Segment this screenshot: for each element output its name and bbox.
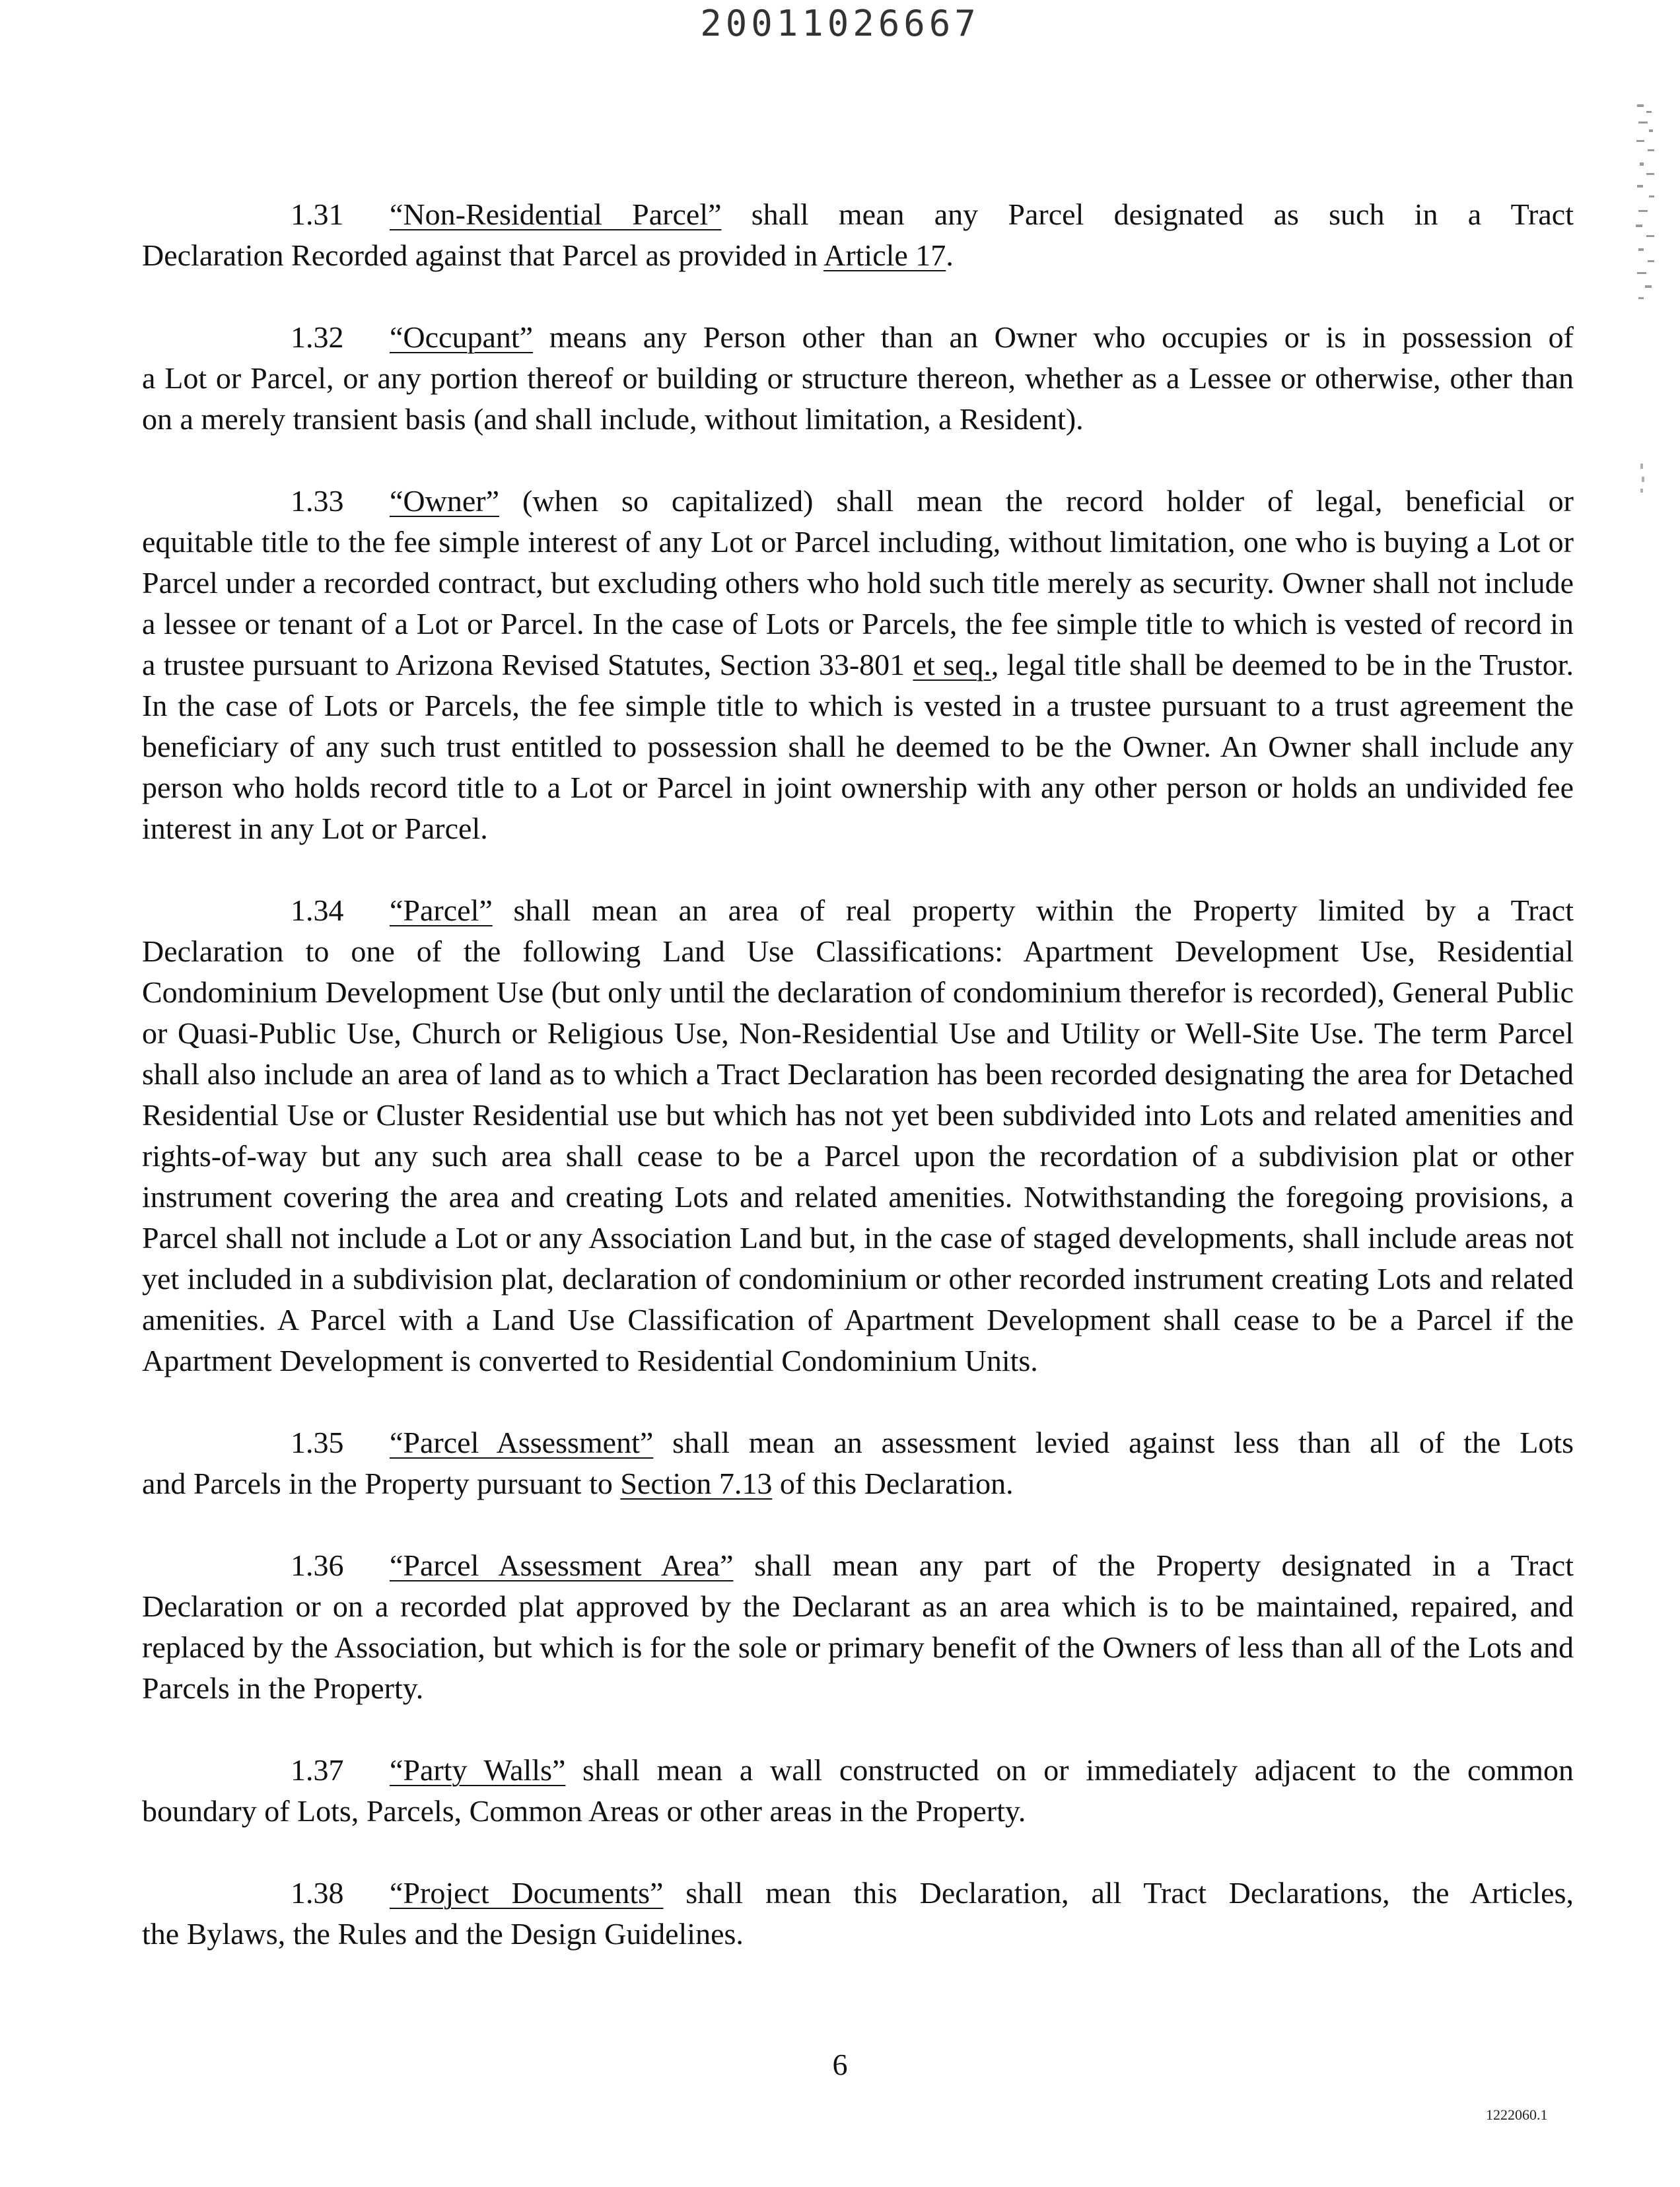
section-number: 1.31	[291, 197, 344, 231]
scan-artifact-marks	[1634, 99, 1661, 304]
definition-text: equitable title to the fee simple interest of any Lot or Parcel including, without limitation, one who is buying a Lot or Parcel under a recorded contract, but excluding others who hold such title merely as security. Owner shall not include a lessee or tenant of a Lot or Parcel. In the case of Lots or Parcels, the fee simple title to which is vested of record in a trustee pursuant to Arizona Revised Statutes, Section 33-801	[142, 525, 1574, 681]
definition-text: shall mean an assessment levied against less than all of the Lots	[653, 1426, 1574, 1459]
definition-text: (when so capitalized) shall mean the record holder of legal, beneficial or	[499, 484, 1574, 518]
definition-text: and Parcels in the Property pursuant to	[142, 1467, 621, 1500]
definition-text: shall mean any Parcel designated as such in a Tract	[721, 197, 1574, 231]
document-id: 1222060.1	[1486, 2106, 1548, 2123]
defined-term: “Parcel Assessment Area”	[390, 1548, 734, 1582]
cross-reference: Article 17	[823, 238, 946, 272]
defined-term: “Non-Residential Parcel”	[390, 197, 722, 231]
definition-text: shall mean a wall constructed on or immediately adjacent to the common	[565, 1753, 1574, 1787]
section-number: 1.35	[291, 1426, 344, 1459]
definition-1-32	[142, 317, 1574, 440]
definition-text: of this Declaration.	[772, 1467, 1014, 1500]
section-number: 1.38	[291, 1876, 344, 1910]
latin-reference: et seq.	[913, 648, 991, 681]
definition-text: , legal title shall be deemed to be in the Trustor. In the case of Lots or Parcels, the fee simple title to which is vested in a trustee pursuant to a trust agreement the beneficiary of any such trust entitled to possession shall he deemed to be the Owner. An Owner shall include any person who holds record title to a Lot or Parcel in joint ownership with any other person or holds an undivided fee interest in any Lot or Parcel.	[142, 648, 1574, 845]
definition-1-31	[142, 194, 1574, 276]
definition-1-33	[142, 481, 1574, 849]
definition-text: shall mean this Declaration, all Tract Declarations, the Articles,	[663, 1876, 1574, 1910]
definition-text: Declaration Recorded against that Parcel as provided in	[142, 238, 824, 272]
definition-text: shall mean an area of real property within the Property limited by a Tract	[492, 893, 1574, 927]
section-number: 1.33	[291, 484, 344, 518]
definition-text: Declaration or on a recorded plat approved by the Declarant as an area which is to be maintained, repaired, and replaced by the Association, but which is for the sole or primary benefit of the Owners of less than all of the Lots and Parcels in the Property.	[142, 1589, 1574, 1705]
section-number: 1.37	[291, 1753, 344, 1787]
definition-1-36	[142, 1545, 1574, 1709]
defined-term: “Parcel Assessment”	[390, 1426, 654, 1459]
definition-text: means any Person other than an Owner who occupies or is in possession of	[533, 320, 1574, 354]
cross-reference: Section 7.13	[620, 1467, 773, 1500]
defined-term: “Owner”	[390, 484, 500, 518]
page-number: 6	[832, 2048, 848, 2081]
section-number: 1.34	[291, 893, 344, 927]
defined-term: “Occupant”	[390, 320, 534, 354]
definition-1-37	[142, 1750, 1574, 1832]
definition-text: .	[946, 238, 954, 272]
definition-text: shall mean any part of the Property designated in a Tract	[733, 1548, 1574, 1582]
scan-artifact-tick	[1638, 462, 1647, 495]
definition-text: a Lot or Parcel, or any portion thereof or building or structure thereon, whether as a Lessee or otherwise, other than on a merely transient basis (and shall include, without limitation, a Resident).	[142, 361, 1574, 436]
definition-text: boundary of Lots, Parcels, Common Areas or other areas in the Property.	[142, 1794, 1026, 1828]
recording-number: 20011026667	[700, 3, 980, 44]
definition-1-35	[142, 1422, 1574, 1504]
section-number: 1.36	[291, 1548, 344, 1582]
definition-text: the Bylaws, the Rules and the Design Guidelines.	[142, 1917, 744, 1951]
defined-term: “Project Documents”	[390, 1876, 664, 1910]
definition-text: Declaration to one of the following Land Use Classifications: Apartment Development Use, Residential Condominium Development Use (but only until the declaration of condominium therefor is recorded), General Public or Quasi-Public Use, Church or Religious Use, Non-Residential Use and Utility or Well-Site Use. The term Parcel shall also include an area of land as to which a Tract Declaration has been recorded designating the area for Detached Residential Use or Cluster Residential use but which has not yet been subdivided into Lots and related amenities and rights-of-way but any such area shall cease to be a Parcel upon the recordation of a subdivision plat or other instrument covering the area and creating Lots and related amenities. Notwithstanding the foregoing provisions, a Parcel shall not include a Lot or any Association Land but, in the case of staged developments, shall include areas not yet included in a subdivision plat, declaration of condominium or other recorded instrument creating Lots and related amenities. A Parcel with a Land Use Classification of Apartment Development shall cease to be a Parcel if the Apartment Development is converted to Residential Condominium Units.	[142, 934, 1574, 1377]
defined-term: “Party Walls”	[390, 1753, 566, 1787]
definition-1-38	[142, 1873, 1574, 1955]
section-number: 1.32	[291, 320, 344, 354]
definition-1-34	[142, 890, 1574, 1381]
defined-term: “Parcel”	[390, 893, 493, 927]
document-body	[142, 194, 1574, 1996]
